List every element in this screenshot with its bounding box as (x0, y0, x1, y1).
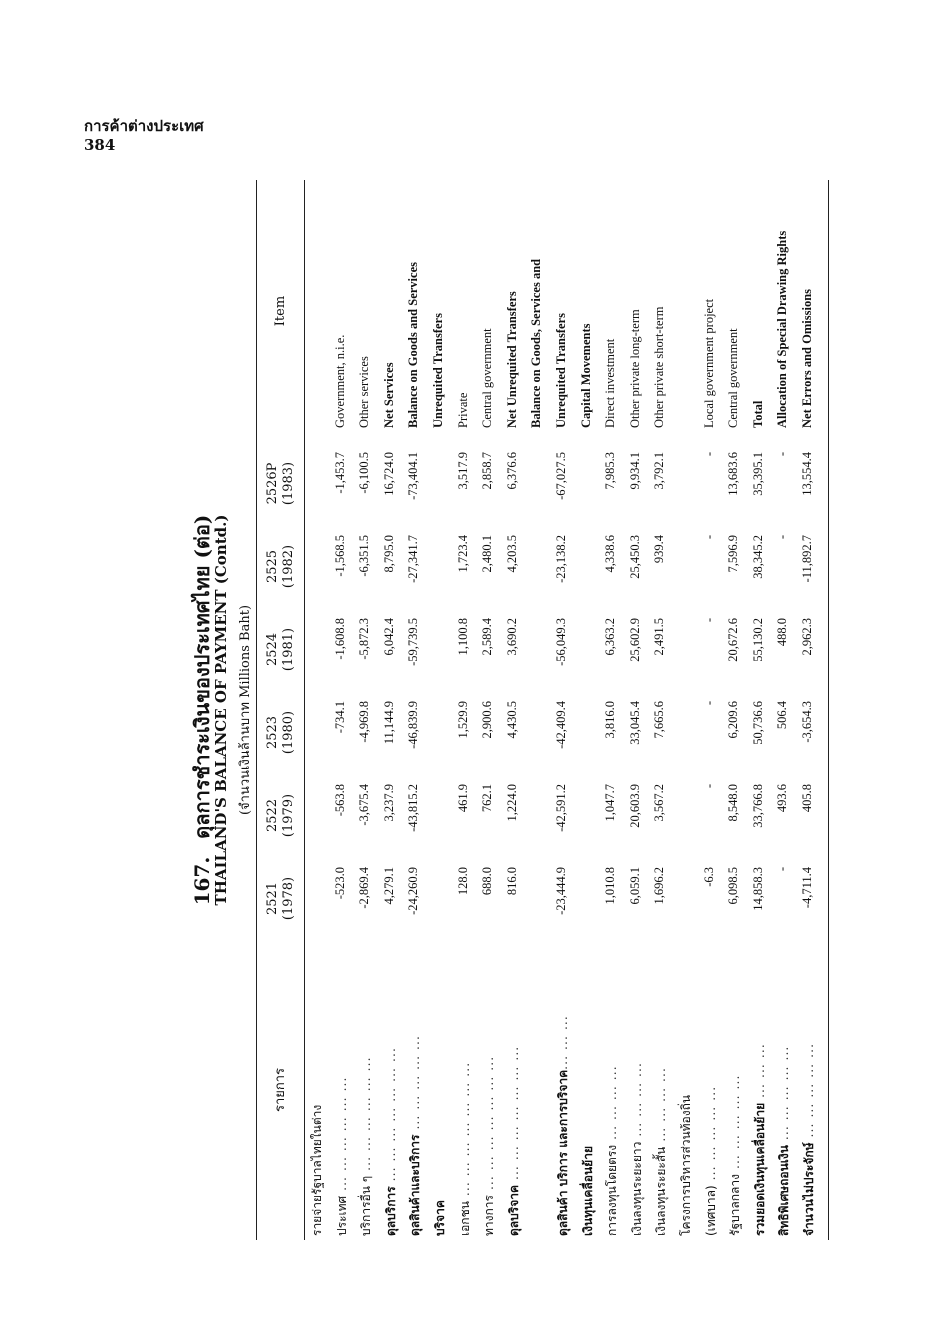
value-cell: -4,969.8 (357, 701, 372, 743)
row-label-english: Balance on Goods and Services (406, 262, 421, 428)
value-cell: 1,100.8 (455, 618, 470, 656)
row-label-english: Net Services (381, 362, 396, 428)
row-label-thai-text: ดุลสินค้าและบริการ (408, 1134, 423, 1236)
leader-dots: ... ... ... ... ... ... (333, 1076, 349, 1196)
value-cell: -23,444.9 (554, 867, 568, 915)
value-cell: -73,404.1 (406, 452, 421, 500)
row-label-thai (603, 940, 622, 1240)
leader-dots: ... ... ... ... ... ... ... (382, 1047, 398, 1187)
row-label-english: Balance on Goods, Services and (529, 258, 544, 428)
row-label-thai-text: ดุลบริจาค (506, 1184, 521, 1236)
row-label-thai-text: ดุลสินค้า บริการ และการบริจาค (556, 1069, 570, 1236)
value-cell: 14,858.3 (750, 867, 765, 911)
value-cell: 4,203.5 (504, 535, 519, 573)
leader-dots: ... ... ... ... ... ... ... (481, 1055, 497, 1196)
value-cell: 2,491.5 (652, 618, 667, 656)
row-label-thai (431, 940, 450, 1240)
value-cell: 2,858.7 (480, 452, 495, 490)
value-cell: 1,696.2 (652, 867, 667, 905)
row-label-thai-text: รวมยอดเงินทุนเคลื่อนย้าย (752, 1102, 767, 1236)
row-label-thai-text: รัฐบาลกลาง (728, 1174, 743, 1236)
value-cell: 2,962.3 (800, 618, 814, 656)
value-cell: 8,548.0 (726, 784, 741, 822)
value-cell: -734.1 (332, 701, 347, 734)
value-cell: - (775, 452, 790, 457)
row-label-thai (628, 940, 647, 1240)
row-label-thai-text: เอกชน (457, 1201, 472, 1236)
row-label-thai-text: จำนวนไม่ประจักษ์ (802, 1142, 816, 1236)
col-head-year: 2524 (1981) (265, 627, 296, 672)
value-cell: 2,589.4 (480, 618, 495, 656)
leader-dots: ... ... ... ... ... (801, 1042, 816, 1143)
leader-dots: ... ... ... (751, 1043, 767, 1103)
value-cell: 1,047.7 (603, 784, 618, 822)
leader-dots: ... ... ... ... (628, 1062, 644, 1142)
bottom-rule (828, 180, 829, 1240)
value-cell: 7,985.3 (603, 452, 618, 490)
row-label-thai-text: รายจ่ายรัฐบาลไทยในต่าง (310, 1104, 324, 1236)
row-label-thai (382, 940, 401, 1240)
value-cell: -563.8 (332, 784, 347, 817)
value-cell: 939.4 (652, 535, 667, 564)
value-cell: 1,224.0 (504, 784, 519, 822)
value-cell: -23,138.2 (554, 535, 568, 583)
value-cell: 762.1 (480, 784, 495, 813)
row-label-thai (480, 940, 499, 1240)
value-cell: 461.9 (455, 784, 470, 813)
value-cell: -27,341.7 (406, 535, 421, 583)
row-label-thai (702, 940, 721, 1240)
row-label-thai (554, 940, 573, 1240)
value-cell: 2,480.1 (480, 535, 495, 573)
col-head-year: 2526P (1983) (265, 461, 296, 506)
value-cell: 50,736.6 (750, 701, 765, 745)
row-label-thai-text: บริจาค (433, 1200, 447, 1236)
value-cell: 20,672.6 (726, 618, 741, 662)
value-cell: 38,345.2 (750, 535, 765, 579)
table-title-thai: ดุลการชำระเงินของประเทศไทย (ต่อ) (190, 514, 214, 839)
leader-dots: ... ... ... ... ... (702, 1085, 718, 1186)
col-head-year: 2525 (1982) (265, 544, 296, 589)
value-cell: 1,723.4 (455, 535, 470, 573)
row-label-thai (357, 940, 376, 1240)
rotated-table-page (180, 180, 830, 1240)
value-cell: 25,450.3 (627, 535, 642, 579)
value-cell: -43,815.2 (406, 784, 421, 832)
value-cell: 4,430.5 (504, 701, 519, 739)
table-title-english: THAILAND'S BALANCE OF PAYMENT (Contd.) (212, 514, 230, 906)
row-label-thai (726, 940, 745, 1240)
leader-dots: ... ... ... ... ... ... ... (456, 1061, 472, 1202)
row-label-english: Other services (357, 356, 372, 428)
value-cell: - (701, 535, 716, 540)
row-label-thai-text: การลงทุนโดยตรง (605, 1144, 620, 1236)
row-label-thai (505, 940, 524, 1240)
value-cell: 3,792.1 (652, 452, 667, 490)
leader-dots: ... ... ... ... (604, 1065, 620, 1145)
value-cell: - (701, 618, 716, 623)
value-cell: -42,591.2 (554, 784, 568, 832)
value-cell: -3,654.3 (800, 701, 814, 743)
value-cell: -1,568.5 (332, 535, 347, 577)
value-cell: 33,766.8 (750, 784, 765, 828)
row-label-thai-text: ดุลบริการ (383, 1186, 398, 1236)
value-cell: 8,795.0 (381, 535, 396, 573)
value-cell: 13,683.6 (726, 452, 741, 496)
value-cell: 6,042.4 (381, 618, 396, 656)
row-label-english: Other private long-term (627, 309, 642, 428)
value-cell: 4,279.1 (381, 867, 396, 905)
value-cell: 688.0 (480, 867, 495, 896)
row-label-thai-text: (เทศบาล) (703, 1185, 718, 1236)
value-cell: - (775, 867, 790, 872)
col-head-year: 2522 (1979) (265, 793, 296, 838)
row-label-english: Allocation of Special Drawing Rights (775, 230, 790, 428)
value-cell: 506.4 (775, 701, 790, 730)
value-cell: 25,602.9 (627, 618, 642, 662)
value-cell: 11,144.9 (381, 701, 396, 745)
col-head-year: 2521 (1978) (265, 876, 296, 921)
col-head-year: 2523 (1980) (265, 710, 296, 755)
value-cell: 55,130.2 (750, 618, 765, 662)
leader-dots: ... ... ... ... ... ... (358, 1056, 374, 1176)
row-label-thai-text: ทางการ (482, 1195, 497, 1236)
leader-dots: ... ... ... ... ... (776, 1045, 792, 1146)
value-cell: 9,934.1 (627, 452, 642, 490)
value-cell: 1,010.8 (603, 867, 618, 905)
section-title: การค้าต่างประเทศ (84, 117, 204, 135)
leader-dots: ... ... ... ... ... ... ... (505, 1045, 521, 1185)
row-label-thai-text: ประเทศ (334, 1195, 349, 1236)
value-cell: -67,027.5 (554, 452, 568, 500)
value-cell: - (701, 784, 716, 789)
table-unit: (จำนวนเงินล้านบาท Millions Baht) (238, 604, 253, 816)
value-cell: 13,554.4 (800, 452, 814, 496)
row-label-thai (751, 940, 770, 1240)
leader-dots: ... ... ... (555, 1015, 570, 1070)
row-label-english: Capital Movements (578, 323, 593, 428)
value-cell: 3,517.9 (455, 452, 470, 490)
value-cell: 7,596.9 (726, 535, 741, 573)
value-cell: -6.3 (701, 867, 716, 887)
value-cell: -6,100.5 (357, 452, 372, 494)
row-label-english: Local government project (701, 298, 716, 428)
value-cell: - (775, 535, 790, 540)
row-label-thai-text: เงินทุนเคลื่อนย้าย (580, 1146, 595, 1236)
value-cell: 2,900.6 (480, 701, 495, 739)
row-label-thai (333, 940, 352, 1240)
row-label-english: Unrequited Transfers (554, 313, 568, 428)
row-label-thai (308, 940, 327, 1240)
row-label-thai (800, 940, 819, 1240)
row-label-english: Central government (480, 328, 495, 428)
value-cell: 20,603.9 (627, 784, 642, 828)
row-label-english: Unrequited Transfers (431, 313, 445, 428)
row-label-thai (652, 940, 671, 1240)
row-label-thai-text: สิทธิพิเศษถอนเงิน (777, 1145, 792, 1236)
value-cell: 35,395.1 (750, 452, 765, 496)
table-row (800, 180, 828, 1240)
row-label-english: Private (455, 392, 470, 428)
row-label-english: Net Errors and Omissions (800, 288, 814, 428)
row-label-thai (775, 940, 794, 1240)
col-head-english: Item (273, 295, 288, 327)
leader-dots: ... ... ... ... (653, 1067, 669, 1147)
value-cell: -1,453.7 (332, 452, 347, 494)
value-cell: -5,872.3 (357, 618, 372, 660)
row-label-english: Government, n.i.e. (332, 334, 347, 428)
value-cell: - (701, 701, 716, 706)
value-cell: -46,839.9 (406, 701, 421, 749)
row-label-english: Total (750, 400, 765, 428)
value-cell: -24,260.9 (406, 867, 421, 915)
row-label-thai (456, 940, 475, 1240)
header-rule (304, 180, 305, 1240)
value-cell: 3,690.2 (504, 618, 519, 656)
row-label-thai (579, 940, 598, 1240)
row-label-thai-text: บริการอื่น ๆ (359, 1175, 374, 1236)
value-cell: 128.0 (455, 867, 470, 896)
leader-dots: ... ... ... ... ... (727, 1074, 743, 1174)
value-cell: 33,045.4 (627, 701, 642, 745)
row-label-english: Direct investment (603, 338, 618, 428)
top-rule (256, 180, 257, 1240)
value-cell: -59,739.5 (406, 618, 421, 666)
value-cell: -56,049.3 (554, 618, 568, 666)
value-cell: - (701, 452, 716, 457)
value-cell: 493.6 (775, 784, 790, 813)
value-cell: -42,409.4 (554, 701, 568, 749)
value-cell: -4,711.4 (800, 867, 814, 909)
value-cell: 6,363.2 (603, 618, 618, 656)
row-label-thai (406, 940, 425, 1240)
row-label-english: Central government (726, 328, 741, 428)
value-cell: 6,098.5 (726, 867, 741, 905)
col-head-thai: รายการ (273, 1067, 288, 1113)
value-cell: 488.0 (775, 618, 790, 647)
row-label-thai-text: เงินลงทุนระยะสั้น (654, 1146, 669, 1236)
value-cell: -3,675.4 (357, 784, 372, 826)
row-label-thai-text: เงินลงทุนระยะยาว (629, 1141, 644, 1236)
value-cell: 7,665.6 (652, 701, 667, 739)
row-label-thai (677, 940, 696, 1240)
value-cell: -2,869.4 (357, 867, 372, 909)
page-number: 384 (84, 136, 116, 154)
value-cell: 3,567.2 (652, 784, 667, 822)
value-cell: 6,209.6 (726, 701, 741, 739)
value-cell: 6,376.6 (504, 452, 519, 490)
value-cell: -11,892.7 (800, 535, 814, 583)
value-cell: 4,338.6 (603, 535, 618, 573)
value-cell: 3,237.9 (381, 784, 396, 822)
page-header (84, 117, 204, 155)
row-label-english: Net Unrequited Transfers (504, 291, 519, 428)
table-number: 167. (190, 856, 214, 906)
value-cell: 6,059.1 (627, 867, 642, 905)
leader-dots: ... ... ... ... ... (407, 1035, 423, 1135)
value-cell: 405.8 (800, 784, 814, 813)
row-label-thai-text: โครงการบริหารส่วนท้องถิ่น (679, 1094, 693, 1236)
row-label-english: Other private short-term (652, 306, 667, 428)
value-cell: 816.0 (504, 867, 519, 896)
value-cell: 1,529.9 (455, 701, 470, 739)
value-cell: 16,724.0 (381, 452, 396, 496)
value-cell: 3,816.0 (603, 701, 618, 739)
value-cell: -523.0 (332, 867, 347, 900)
value-cell: -1,608.8 (332, 618, 347, 660)
value-cell: -6,351.5 (357, 535, 372, 577)
